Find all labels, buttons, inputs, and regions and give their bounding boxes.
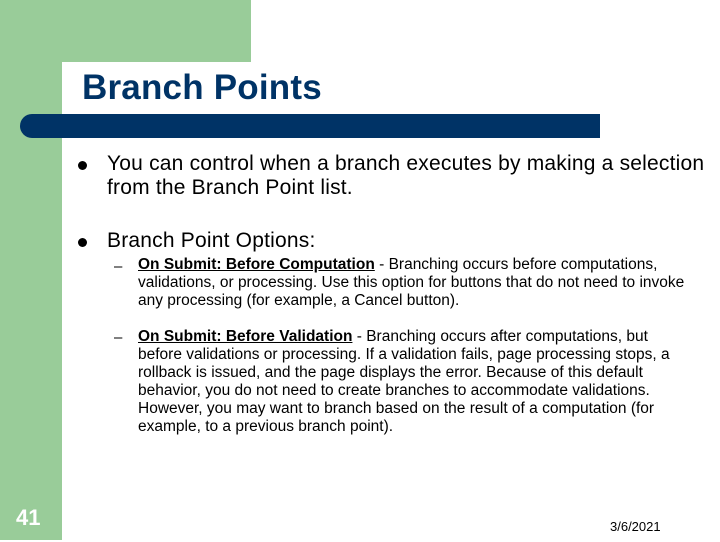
option-description: - Branching occurs before computations, validations, or processing. Use this option for buttons that do not need to invoke any processing (for example, a Cancel button). (138, 256, 685, 309)
bullet-dot-icon (78, 161, 87, 170)
option-term: On Submit: Before Computation (138, 256, 375, 273)
title-underline-bar (20, 114, 600, 138)
option-term: On Submit: Before Validation (138, 328, 353, 345)
slide-date: 3/6/2021 (610, 519, 661, 534)
bullet-text-branch-control: You can control when a branch executes by making a selection from the Branch Point list. (107, 152, 705, 199)
dash-icon: – (114, 258, 123, 275)
page-number: 41 (16, 505, 41, 530)
green-side-bar (0, 0, 62, 540)
bullet-dot-icon (78, 238, 87, 247)
option-before-computation (138, 256, 690, 310)
bullet-text-options: Branch Point Options: (107, 229, 316, 252)
option-before-validation (138, 328, 690, 436)
dash-icon: – (114, 329, 123, 346)
option-description: - Branching occurs after computations, but before validations or processing. If a validation fails, page processing stops, a rollback is issued, and the page displays the error. Because of this default behavior, you do not need to create branches to accommodate validations. However, you may want to branch based on the result of a computation (for example, to a previous branch point). (138, 328, 670, 435)
slide-title: Branch Points (82, 68, 322, 107)
